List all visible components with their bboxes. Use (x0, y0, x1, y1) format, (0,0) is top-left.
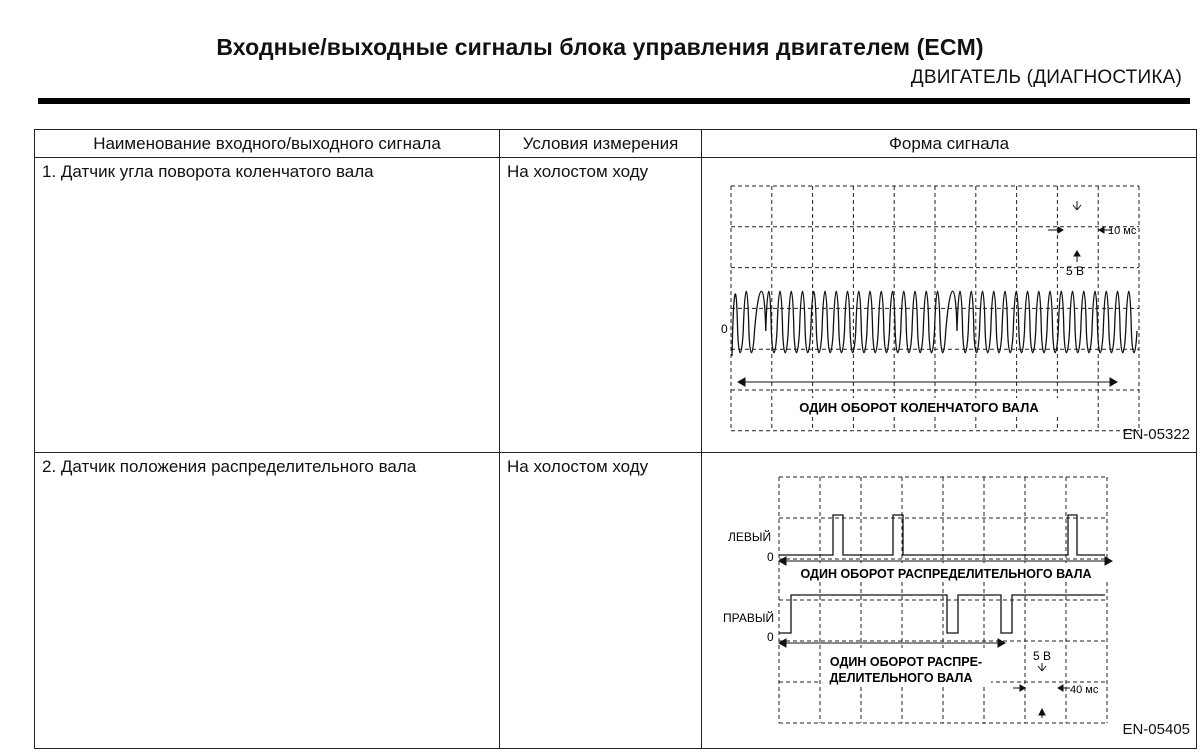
scale-markers (779, 557, 1112, 718)
signal-name-cell (35, 453, 500, 749)
measurement-condition: На холостом ходу (507, 162, 649, 181)
grid (779, 477, 1107, 723)
zero-label: 0 (767, 550, 774, 564)
span-label-right-1: ОДИН ОБОРОТ РАСПРЕ- (829, 655, 983, 669)
column-header-signal: Наименование входного/выходного сигнала (35, 130, 500, 158)
time-scale-label: 10 мс (1108, 225, 1137, 237)
document-title: Входные/выходные сигналы блока управления двигателем (ECM) (216, 34, 984, 60)
figure-id: EN-05322 (1122, 426, 1190, 443)
cam-waveform-diagram (702, 453, 1197, 749)
left-cam-trace (779, 515, 1105, 555)
zero-label: 0 (767, 630, 774, 644)
signal-table (34, 129, 1197, 749)
span-label-left: ОДИН ОБОРОТ РАСПРЕДЕЛИТЕЛЬНОГО ВАЛА (800, 567, 1092, 581)
right-cam-trace (779, 595, 1105, 633)
table-row (35, 453, 1197, 749)
measurement-condition: На холостом ходу (507, 457, 649, 476)
span-label-right-2: ДЕЛИТЕЛЬНОГО ВАЛА (829, 671, 973, 685)
left-sensor-label: ЛЕВЫЙ (728, 530, 772, 544)
signal-name-cell (35, 158, 500, 453)
signal-name: 2. Датчик положения распределительного вала (42, 457, 417, 476)
condition-cell (500, 453, 702, 749)
zero-label: 0 (721, 322, 728, 336)
crank-waveform-diagram (702, 158, 1197, 453)
waveform-cell (702, 158, 1197, 453)
span-label: ОДИН ОБОРОТ КОЛЕНЧАТОГО ВАЛА (799, 400, 1039, 415)
header-rule (38, 98, 1190, 104)
time-scale-label: 40 мс (1070, 684, 1099, 696)
column-header-condition: Условия измерения (500, 130, 702, 158)
section-title: ДВИГАТЕЛЬ (ДИАГНОСТИКА) (910, 67, 1182, 88)
column-header-waveform: Форма сигнала (702, 130, 1197, 158)
waveform-cell (702, 453, 1197, 749)
table-header-row (35, 130, 1197, 158)
voltage-scale-label: 5 В (1066, 264, 1085, 278)
voltage-scale-label: 5 В (1033, 649, 1052, 663)
condition-cell (500, 158, 702, 453)
right-sensor-label: ПРАВЫЙ (723, 611, 775, 625)
table-row (35, 158, 1197, 453)
signal-name: 1. Датчик угла поворота коленчатого вала (42, 162, 374, 181)
figure-id: EN-05405 (1122, 721, 1190, 738)
